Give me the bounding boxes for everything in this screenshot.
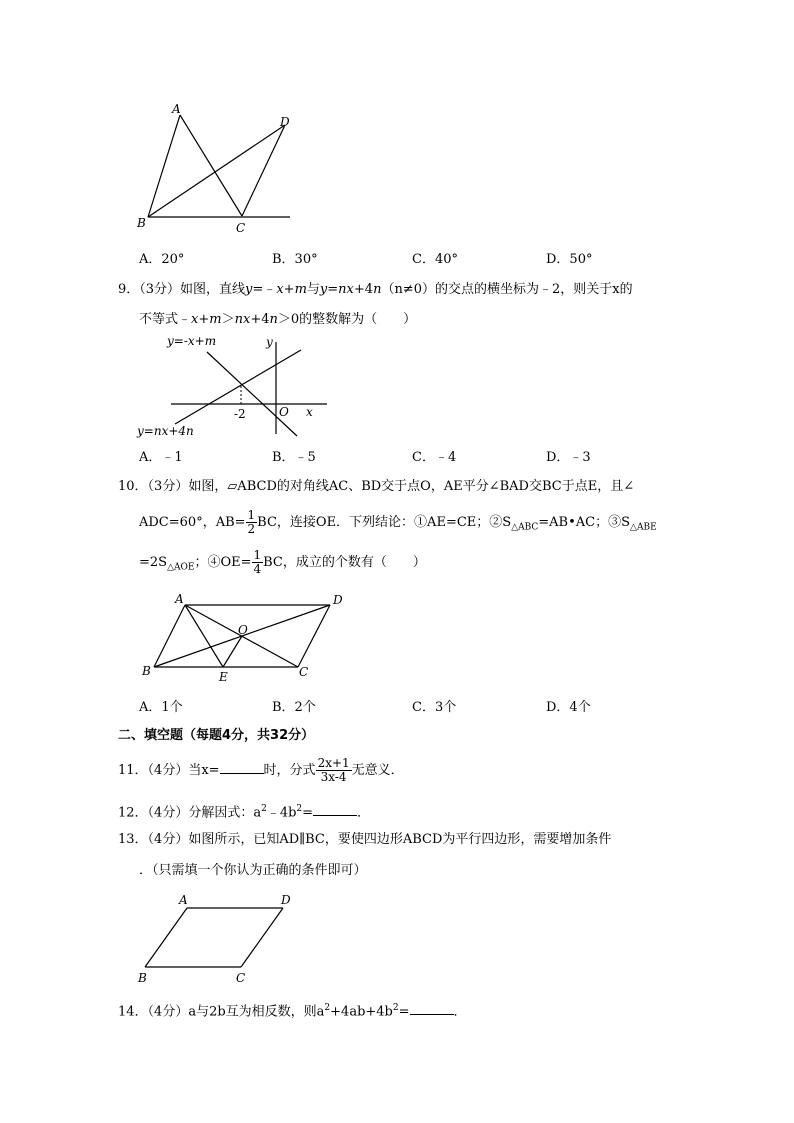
q13-line-1: 13．（4分）如图所示，已知AD∥BC，要使四边形ABCD为平行四边形，需要增加条件 bbox=[118, 832, 612, 847]
q12-sup-1: 2 bbox=[261, 804, 267, 814]
q14-text-a: 14．（4分）a与2b互为相反数，则a bbox=[118, 1004, 325, 1020]
q12-text-c: = bbox=[302, 805, 314, 821]
q9-option-c: C．﹣4 bbox=[412, 450, 457, 465]
q8-label-d: D bbox=[280, 115, 290, 129]
q10-line-2 bbox=[139, 508, 657, 543]
q8-option-d: D．50° bbox=[546, 252, 593, 267]
q13-figure bbox=[135, 890, 305, 990]
q10-label-c: C bbox=[299, 665, 309, 679]
q8-option-b: B．30° bbox=[272, 252, 318, 267]
q11-answer-blank[interactable] bbox=[220, 761, 264, 774]
q11-text-c: 无意义． bbox=[351, 763, 404, 778]
q9-text-1: （n≠0）的交点的横坐标为﹣2，则关于x的 bbox=[381, 282, 633, 297]
q12-text-d: ． bbox=[357, 805, 371, 821]
q13-label-d: D bbox=[281, 893, 291, 907]
q8-figure bbox=[130, 100, 300, 240]
q9-label-line2: y=nx+4n bbox=[137, 424, 194, 438]
q9-label-y: y bbox=[266, 335, 273, 349]
q9-option-d: D．﹣3 bbox=[546, 450, 591, 465]
q9-number: 9．（3分）如图，直线 bbox=[118, 282, 246, 297]
q11-frac-den: 3x-4 bbox=[320, 770, 347, 784]
q14-text-c: = bbox=[398, 1004, 410, 1020]
q10-option-a: A．1个 bbox=[139, 700, 183, 715]
q12-sup-2: 2 bbox=[296, 804, 303, 814]
q9-figure bbox=[135, 334, 335, 444]
q10-text-2a: ADC=60°，AB= bbox=[139, 515, 246, 530]
q10-label-e: E bbox=[219, 670, 228, 684]
q12-text-b: ﹣4b bbox=[266, 805, 297, 821]
q14-sup-2: 2 bbox=[392, 1003, 399, 1013]
q10-frac-half bbox=[246, 509, 258, 536]
q9-label-line1: y=-x+m bbox=[167, 334, 217, 348]
q10-text-3a: =2S bbox=[139, 555, 168, 570]
q9-label-o: O bbox=[279, 405, 289, 419]
q13-label-b: B bbox=[138, 971, 147, 985]
q8-option-c: C．40° bbox=[412, 252, 458, 267]
q8-option-a: A．20° bbox=[139, 252, 185, 267]
q10-sub-abe: △ABE bbox=[630, 522, 657, 533]
q9-line-1: 9．（3分）如图，直线y=﹣x+m与y=nx+4n（n≠0）的交点的横坐标为﹣2，则关于x的 bbox=[118, 282, 633, 297]
q10-text-2b: BC，连接OE．下列结论：①AE=CE；②S bbox=[257, 515, 512, 530]
q13-label-c: C bbox=[236, 971, 246, 985]
q12-text-a: 12．（4分）分解因式：a bbox=[118, 805, 262, 821]
q14-sup-1: 2 bbox=[324, 1003, 331, 1013]
q10-option-b: B．2个 bbox=[272, 700, 316, 715]
q10-text-3b: ；④OE= bbox=[194, 555, 252, 570]
q10-frac-half-num: 1 bbox=[247, 508, 256, 522]
q10-text-3c: BC，成立的个数有（ ） bbox=[263, 555, 426, 570]
q11-text-a: 11．（4分）当x= bbox=[118, 763, 220, 778]
q9-line-2: 不等式﹣x+m＞nx+4n＞0的整数解为（ ） bbox=[139, 312, 417, 327]
q10-option-c: C．3个 bbox=[412, 700, 457, 715]
q14-answer-blank[interactable] bbox=[410, 1002, 454, 1015]
q10-frac-quarter-den: 4 bbox=[253, 562, 262, 576]
q9-option-a: A．﹣1 bbox=[139, 450, 183, 465]
q10-text-2c: =AB•AC；③S bbox=[538, 515, 631, 530]
q10-line-3 bbox=[139, 548, 426, 583]
q11-frac-num: 2x+1 bbox=[317, 756, 350, 770]
q11-fraction bbox=[316, 757, 352, 784]
q10-line-1: 10．（3分）如图，▱ABCD的对角线AC、BD交于点O，AE平分∠BAD交BC于点E，且∠ bbox=[118, 479, 635, 494]
q11-line bbox=[118, 756, 404, 786]
q10-label-o: O bbox=[238, 623, 248, 637]
q9-and: 与 bbox=[306, 282, 320, 297]
q12-answer-blank[interactable] bbox=[313, 803, 357, 816]
q10-option-d: D．4个 bbox=[546, 700, 591, 715]
q10-sub-aoe: △AOE bbox=[167, 562, 195, 573]
q10-figure bbox=[138, 590, 358, 685]
q8-label-b: B bbox=[137, 216, 146, 230]
q14-line bbox=[118, 999, 467, 1021]
q10-frac-quarter bbox=[252, 549, 264, 576]
q10-sub-abc: △ABC bbox=[511, 522, 539, 533]
q10-frac-half-den: 2 bbox=[247, 522, 256, 536]
q9-text-2: 的整数解为（ ） bbox=[299, 312, 417, 327]
q9-label-tick: -2 bbox=[234, 407, 246, 421]
q14-text-b: +4ab+4b bbox=[330, 1004, 393, 1020]
q12-line bbox=[118, 800, 370, 822]
q13-text-2: ．（只需填一个你认为正确的条件即可） bbox=[139, 863, 367, 878]
q13-label-a: A bbox=[179, 893, 188, 907]
q8-label-a: A bbox=[172, 102, 181, 116]
section-2-heading: 二、填空题（每题4分，共32分） bbox=[118, 728, 315, 743]
q8-label-c: C bbox=[236, 221, 246, 235]
q13-line-2 bbox=[139, 862, 367, 880]
q9-label-x: x bbox=[306, 405, 313, 419]
q10-label-d: D bbox=[333, 593, 343, 607]
q11-text-b: 时，分式 bbox=[263, 763, 316, 778]
q14-text-d: ． bbox=[453, 1004, 467, 1020]
q10-frac-quarter-num: 1 bbox=[253, 548, 262, 562]
q10-label-a: A bbox=[175, 592, 184, 606]
q10-label-b: B bbox=[142, 664, 151, 678]
q9-option-b: B．﹣5 bbox=[272, 450, 316, 465]
